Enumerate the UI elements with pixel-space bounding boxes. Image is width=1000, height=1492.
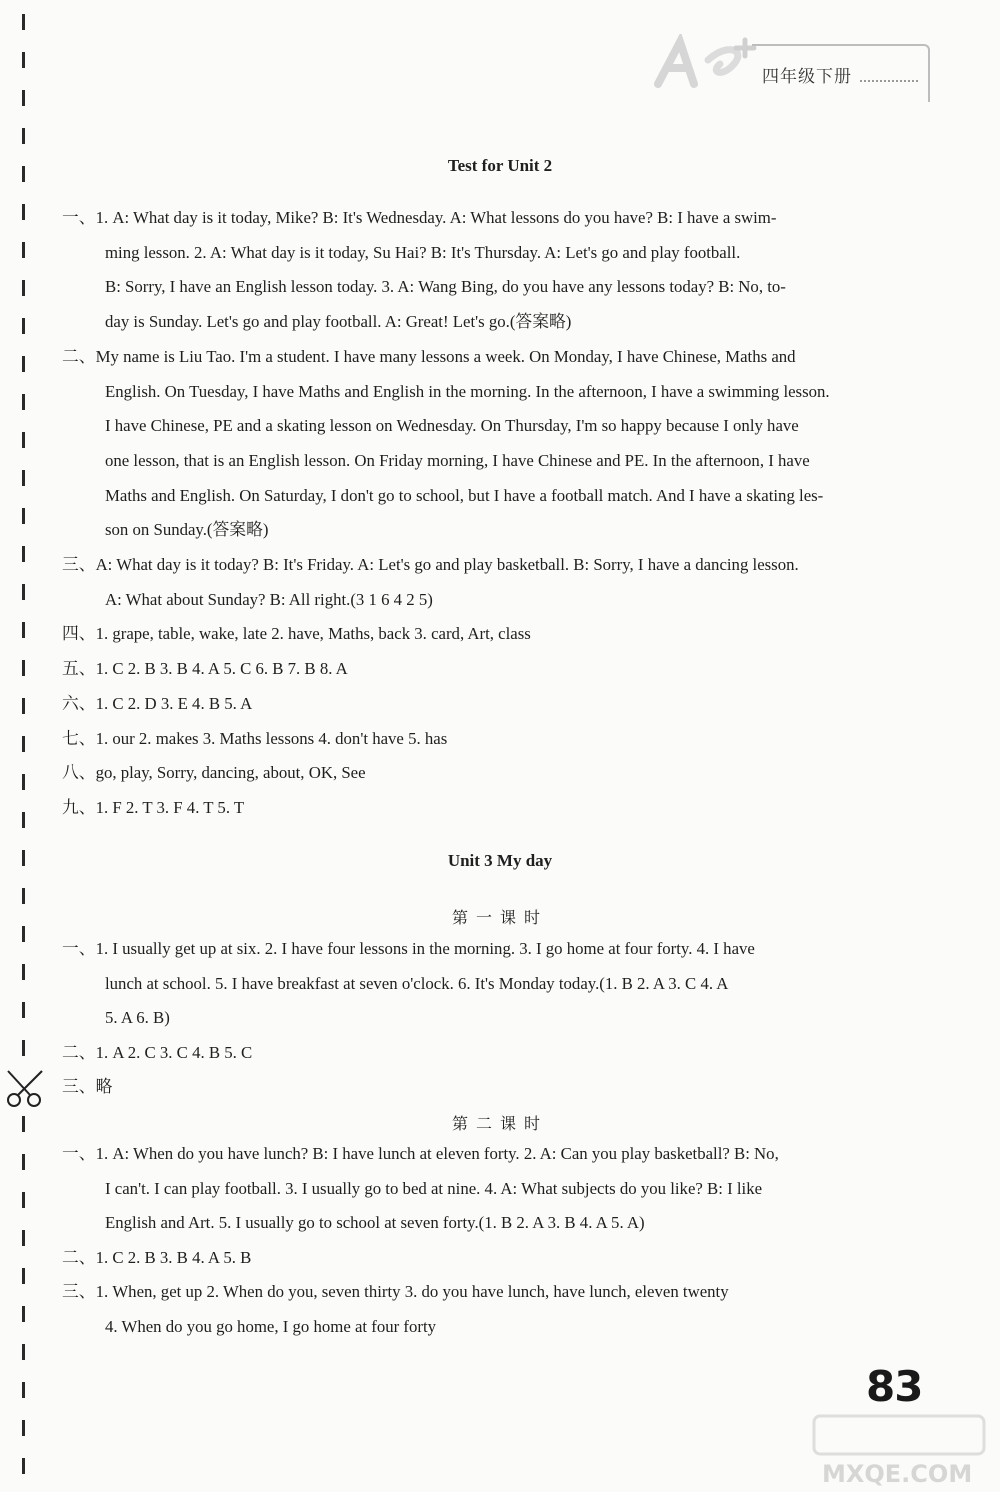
answer-line: 三、略 bbox=[62, 1077, 113, 1096]
cut-line-dash bbox=[22, 888, 25, 904]
scissors-icon bbox=[4, 1068, 48, 1108]
answer-line: 五、1. C 2. B 3. B 4. A 5. C 6. B 7. B 8. A bbox=[62, 659, 348, 679]
cut-line-dash bbox=[22, 1382, 25, 1398]
cut-line-dash bbox=[22, 546, 25, 562]
answer-line: 二、1. C 2. B 3. B 4. A 5. B bbox=[62, 1247, 252, 1267]
cut-line bbox=[22, 0, 28, 1492]
answer-line: 一、1. I usually get up at six. 2. I have four lessons in the morning. 3. I go home at four forty. 4. I have bbox=[62, 939, 755, 958]
cut-line-dash bbox=[22, 470, 25, 486]
cut-line-dash bbox=[22, 508, 25, 524]
answer-line: 二、My name is Liu Tao. I'm a student. I have many lessons a week. On Monday, I have Chinese, Maths and bbox=[62, 346, 796, 366]
answer-line: I can't. I can play football. 3. I usually go to bed at nine. 4. A: What subjects do you like? B: I like bbox=[105, 1178, 763, 1198]
answer-line: 一、1. A: What day is it today, Mike? B: It's Wednesday. A: What lessons do you have? B: I have a swim- bbox=[62, 208, 777, 227]
lesson-1-title: 第一课时 bbox=[451, 908, 548, 927]
cut-line-dash bbox=[22, 1344, 25, 1360]
grade-dotted-rule bbox=[860, 80, 918, 82]
cut-line-dash bbox=[22, 1192, 25, 1208]
cut-line-dash bbox=[22, 14, 25, 30]
answer-line: lunch at school. 5. I have breakfast at seven o'clock. 6. It's Monday today.(1. B 2. A 3. C 4. A bbox=[105, 973, 729, 993]
cut-line-dash bbox=[22, 1154, 25, 1170]
section-title-unit-3: Unit 3 My day bbox=[447, 851, 553, 870]
cut-line-dash bbox=[22, 622, 25, 638]
cut-line-dash bbox=[22, 1230, 25, 1246]
answer-line: 八、go, play, Sorry, dancing, about, OK, See bbox=[62, 763, 366, 783]
answer-line: 七、1. our 2. makes 3. Maths lessons 4. don't have 5. has bbox=[62, 728, 448, 748]
answer-line: A: What about Sunday? B: All right.(3 1 6 4 2 5) bbox=[105, 589, 433, 609]
answer-line: 四、1. grape, table, wake, late 2. have, Maths, back 3. card, Art, class bbox=[62, 624, 531, 644]
cut-line-dash bbox=[22, 128, 25, 144]
cut-line-dash bbox=[22, 1420, 25, 1436]
answer-line: son on Sunday.(答案略) bbox=[105, 520, 269, 540]
answer-line: English and Art. 5. I usually go to school at seven forty.(1. B 2. A 3. B 4. A 5. A) bbox=[105, 1213, 645, 1232]
cut-line-dash bbox=[22, 280, 25, 296]
answer-line: 九、1. F 2. T 3. F 4. T 5. T bbox=[62, 797, 245, 817]
answer-line: ming lesson. 2. A: What day is it today, Su Hai? B: It's Thursday. A: Let's go and play football. bbox=[105, 242, 741, 262]
answer-line: 4. When do you go home, I go home at four forty bbox=[105, 1316, 437, 1336]
answer-line: I have Chinese, PE and a skating lesson on Wednesday. On Thursday, I'm so happy because I only have bbox=[105, 416, 799, 436]
cut-line-dash bbox=[22, 356, 25, 372]
cut-line-dash bbox=[22, 812, 25, 828]
answer-line: English. On Tuesday, I have Maths and English in the morning. In the afternoon, I have a swimming lesson. bbox=[105, 381, 830, 401]
section-title-test-unit-2: Test for Unit 2 bbox=[447, 156, 553, 175]
grade-label: 四年级下册 bbox=[762, 67, 852, 87]
cut-line-dash bbox=[22, 584, 25, 600]
answer-line: 5. A 6. B) bbox=[105, 1008, 170, 1027]
cut-line-dash bbox=[22, 432, 25, 448]
cut-line-dash bbox=[22, 774, 25, 790]
page-number: 83 bbox=[866, 1362, 923, 1411]
cut-line-dash bbox=[22, 394, 25, 410]
cut-line-dash bbox=[22, 698, 25, 714]
cut-line-dash bbox=[22, 52, 25, 68]
watermark-logo bbox=[808, 1410, 996, 1490]
cut-line-dash bbox=[22, 1306, 25, 1322]
cut-line-dash bbox=[22, 1040, 25, 1056]
answer-line: 三、A: What day is it today? B: It's Friday. A: Let's go and play basketball. B: Sorry, I have a dancing lesson. bbox=[62, 555, 799, 574]
cut-line-dash bbox=[22, 90, 25, 106]
answer-line: B: Sorry, I have an English lesson today. 3. A: Wang Bing, do you have any lessons today? B: No, to- bbox=[105, 277, 786, 297]
answer-line: 二、1. A 2. C 3. C 4. B 5. C bbox=[62, 1042, 253, 1062]
cut-line-dash bbox=[22, 1458, 25, 1474]
lesson-2-title: 第二课时 bbox=[451, 1114, 548, 1133]
answer-line: one lesson, that is an English lesson. On Friday morning, I have Chinese and PE. In the afternoon, I have bbox=[105, 450, 810, 470]
cut-line-dash bbox=[22, 242, 25, 258]
answer-line: 一、1. A: When do you have lunch? B: I have lunch at eleven forty. 2. A: Can you play basketball? B: No, bbox=[62, 1144, 779, 1163]
watermark-text: MXQE.COM bbox=[822, 1460, 973, 1488]
cut-line-dash bbox=[22, 926, 25, 942]
cut-line-dash bbox=[22, 1268, 25, 1284]
cut-line-dash bbox=[22, 736, 25, 752]
cut-line-dash bbox=[22, 1002, 25, 1018]
cut-line-dash bbox=[22, 660, 25, 676]
cut-line-dash bbox=[22, 204, 25, 220]
answer-line: 六、1. C 2. D 3. E 4. B 5. A bbox=[62, 693, 253, 713]
answer-line: day is Sunday. Let's go and play football. A: Great! Let's go.(答案略) bbox=[105, 312, 572, 332]
cut-line-dash bbox=[22, 964, 25, 980]
answer-line: Maths and English. On Saturday, I don't go to school, but I have a football match. And I have a skating les- bbox=[105, 485, 824, 505]
answer-line: 三、1. When, get up 2. When do you, seven thirty 3. do you have lunch, have lunch, eleven twenty bbox=[62, 1282, 729, 1301]
cut-line-dash bbox=[22, 318, 25, 334]
